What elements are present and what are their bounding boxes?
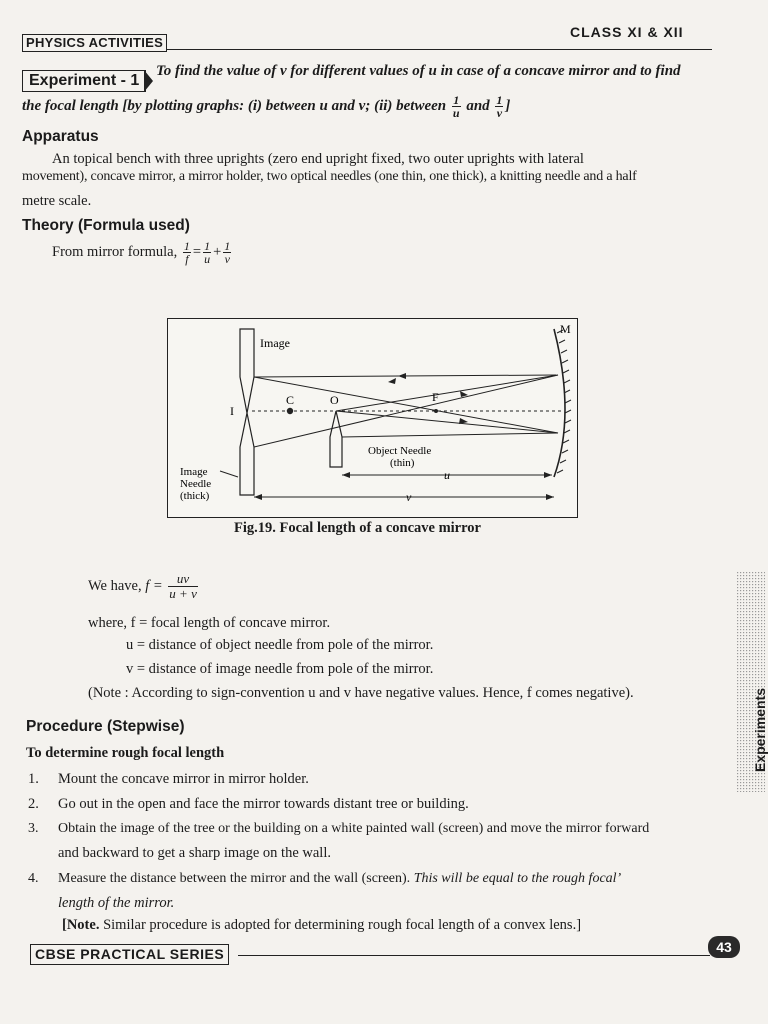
label-I: I — [230, 404, 234, 418]
apparatus-line1: An topical bench with three uprights (zero end upright fixed, two outer uprights with lateral — [52, 151, 584, 167]
step-3-cont: and backward to get a sharp image on the wall. — [58, 845, 331, 861]
experiment-title-line1: To find the value of v for different values of u in case of a concave mirror and to find — [156, 63, 681, 79]
experiment-title-line2: the focal length [by plotting graphs: (i) between u and v; (ii) between $\frac{1}{u}$ and $\frac{1}{v}$ ] — [22, 93, 511, 120]
page-number: 43 — [708, 936, 740, 958]
apparatus-heading: Apparatus — [22, 128, 99, 145]
apparatus-line2: movement), concave mirror, a mirror holder, two optical needles (one thin, one thick), a knitting needle and a half — [22, 169, 637, 184]
label-image-needle-1: Image — [180, 466, 208, 478]
label-F: F — [432, 390, 439, 404]
theory-heading: Theory (Formula used) — [22, 217, 190, 234]
definition-f: where, f = focal length of concave mirror. — [88, 615, 331, 631]
header-left-title: PHYSICS ACTIVITIES — [22, 34, 167, 52]
point-C — [287, 408, 293, 414]
fraction-1-over-v: $\frac{1}{v}$ — [496, 93, 503, 120]
image-needle-image — [240, 329, 254, 413]
arrow-icon — [144, 70, 153, 92]
label-image: Image — [260, 336, 290, 350]
label-O: O — [330, 393, 339, 407]
figure-caption: Fig.19. Focal length of a concave mirror — [234, 520, 481, 536]
header-right-title: CLASS XI & XII — [570, 24, 684, 40]
definition-v: v = distance of image needle from pole of the mirror. — [126, 661, 434, 677]
step-4-cont: length of the mirror. — [58, 895, 175, 911]
label-C: C — [286, 393, 295, 407]
label-u: u — [444, 468, 450, 482]
fraction-1-over-u: $\frac{1}{u}$ — [452, 93, 460, 120]
label-M: M — [560, 322, 571, 336]
label-object-needle: Object Needle — [368, 445, 432, 457]
step-2: 2. Go out in the open and face the mirror towards distant tree or building. — [28, 796, 469, 812]
step-4: 4. Measure the distance between the mirror and the wall (screen). This will be equal to the rough focal’ — [28, 871, 622, 886]
concave-mirror — [554, 329, 565, 477]
procedure-note: [Note. Similar procedure is adopted for determining rough focal length of a convex lens.] — [62, 917, 582, 933]
mirror-formula-line: From mirror formula, $\frac{1}{f}$ = $\frac{1}{u}$ + $\frac{1}{v}$ — [52, 239, 231, 266]
experiment-label: Experiment - 1 — [22, 70, 146, 92]
definition-u: u = distance of object needle from pole of the mirror. — [126, 637, 434, 653]
image-needle-thick — [240, 413, 254, 495]
apparatus-line3: metre scale. — [22, 193, 92, 209]
sign-convention-note: (Note : According to sign-convention u and v have negative values. Hence, f comes negative). — [88, 685, 634, 701]
label-v: v — [406, 490, 412, 504]
step-3: 3. Obtain the image of the tree or the building on a white painted wall (screen) and move the mirror forward — [28, 821, 650, 836]
label-image-needle-2: Needle — [180, 478, 212, 490]
side-tab-label: Experiments — [752, 687, 768, 773]
step-1: 1. Mount the concave mirror in mirror holder. — [28, 771, 309, 787]
footer-series: CBSE PRACTICAL SERIES — [30, 944, 229, 965]
label-image-needle-3: (thick) — [180, 490, 210, 502]
point-F — [434, 409, 438, 413]
procedure-heading: Procedure (Stepwise) — [26, 718, 185, 735]
procedure-subheading: To determine rough focal length — [26, 745, 225, 761]
footer-rule — [238, 955, 710, 956]
ray-arrowheads — [388, 373, 468, 424]
concave-mirror-diagram — [168, 319, 577, 517]
label-thin: (thin) — [390, 457, 415, 469]
focal-formula: We have, f = $\frac{uv}{u + v}$ — [88, 571, 197, 601]
object-needle — [330, 411, 342, 467]
figure-frame — [167, 318, 578, 518]
